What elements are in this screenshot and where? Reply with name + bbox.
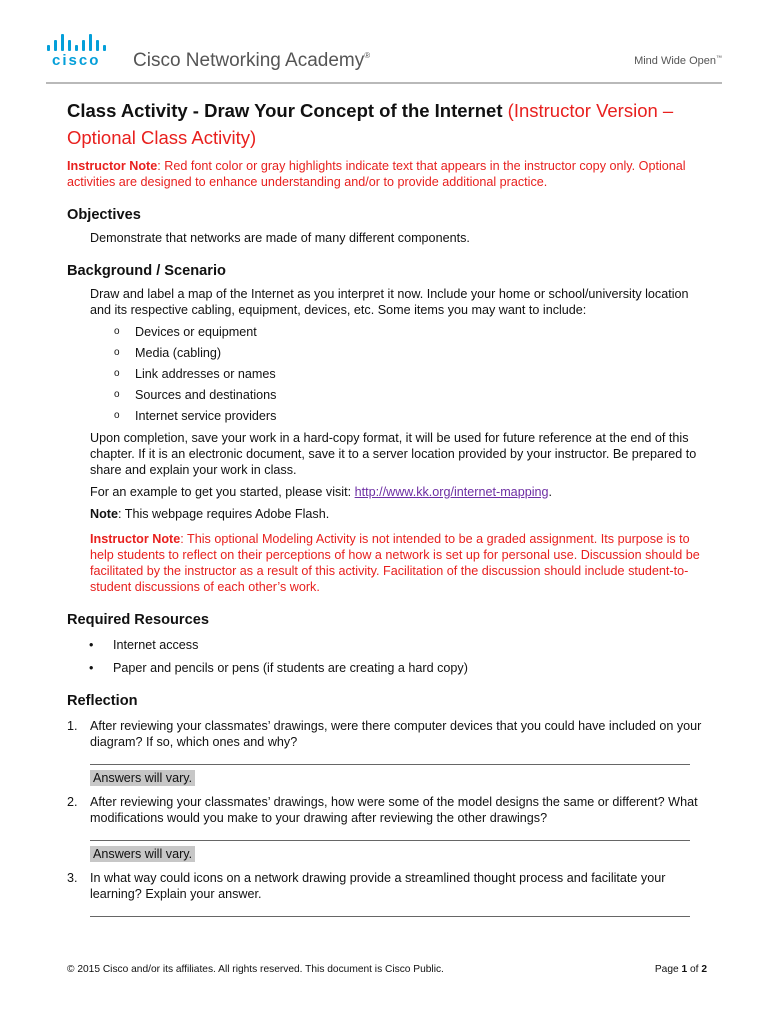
answer-highlight: Answers will vary.: [90, 846, 195, 862]
reflection-question-2: 2. After reviewing your classmates’ drawings, how were some of the model designs the same or different? What modifications would you make to your drawing after reviewing the other drawings? Answers will vary.: [67, 795, 698, 861]
header-divider: [46, 82, 722, 84]
list-item: o Internet service providers: [114, 408, 707, 424]
list-item: o Media (cabling): [114, 345, 707, 361]
objectives-heading: Objectives: [67, 207, 141, 223]
resources-heading: Required Resources: [67, 612, 209, 628]
list-item: • Internet access: [89, 637, 707, 653]
background-heading: Background / Scenario: [67, 263, 226, 279]
cisco-bars-icon: [47, 31, 117, 51]
answer-line: [90, 828, 690, 841]
page-title: Class Activity - Draw Your Concept of the Internet (Instructor Version – Optional Class Activity): [67, 100, 674, 148]
page-header: [0, 0, 768, 92]
reflection-questions: [67, 718, 707, 917]
instructor-note-modeling: Instructor Note: This optional Modeling Activity is not intended to be a graded assignment. Its purpose is to help students to reflect on their perceptions of how a network is set up for personal use. Discussion should be facilitated by the instructor as a result of this activity. Facilitation of the discussion should include student-to-student discussions of each other’s work.: [90, 532, 700, 594]
reflection-heading: Reflection: [67, 693, 138, 709]
tagline: Mind Wide Open™: [634, 55, 722, 67]
example-text: For an example to get you started, please visit: http://www.kk.org/internet-mapping.: [90, 485, 553, 499]
list-item: o Sources and destinations: [114, 387, 707, 403]
reflection-question-3: 3. In what way could icons on a network drawing provide a streamlined thought process and facilitate your learning? Explain your answer.: [67, 870, 707, 917]
objectives-text: Demonstrate that networks are made of many different components.: [90, 231, 470, 245]
page-footer: [67, 964, 707, 975]
answer-highlight: Answers will vary.: [90, 770, 195, 786]
cisco-wordmark: cisco: [52, 52, 101, 69]
list-item: o Devices or equipment: [114, 324, 707, 340]
document-body: [67, 97, 707, 921]
list-item: • Paper and pencils or pens (if students are creating a hard copy): [89, 660, 707, 676]
include-items-list: [67, 324, 707, 424]
answer-line: [90, 752, 690, 765]
completion-text: Upon completion, save your work in a hard-copy format, it will be used for future reference at the end of this chapter. If it is an electronic document, save it to a server location provided by your instructor. Be prepared to share and explain your work in class.: [90, 431, 697, 477]
background-intro: Draw and label a map of the Internet as you interpret it now. Include your home or school/university location and its respective cabling, equipment, devices, etc. Some items you may want to include:: [90, 287, 689, 317]
page-number: Page 1 of 2: [654, 964, 707, 975]
instructor-note-intro: Instructor Note: Red font color or gray highlights indicate text that appears in the instructor copy only. Optional activities are designed to enhance understanding and/or to provide additional practice.: [67, 159, 686, 189]
internet-mapping-link[interactable]: http://www.kk.org/internet-mapping: [354, 485, 549, 499]
flash-note: Note: This webpage requires Adobe Flash.: [90, 507, 330, 521]
academy-title: Cisco Networking Academy®: [133, 50, 371, 71]
list-item: o Link addresses or names: [114, 366, 707, 382]
answer-line: [90, 904, 690, 917]
cisco-logo: [47, 31, 117, 71]
copyright-text: © 2015 Cisco and/or its affiliates. All rights reserved. This document is Cisco Public.: [67, 964, 444, 975]
reflection-question-1: 1. After reviewing your classmates’ drawings, were there computer devices that you could have included on your diagram? If so, which ones and why? Answers will vary.: [67, 719, 702, 785]
resources-list: [67, 637, 707, 676]
instructor-version-label: (Instructor Version – Optional Class Activity): [67, 100, 674, 148]
